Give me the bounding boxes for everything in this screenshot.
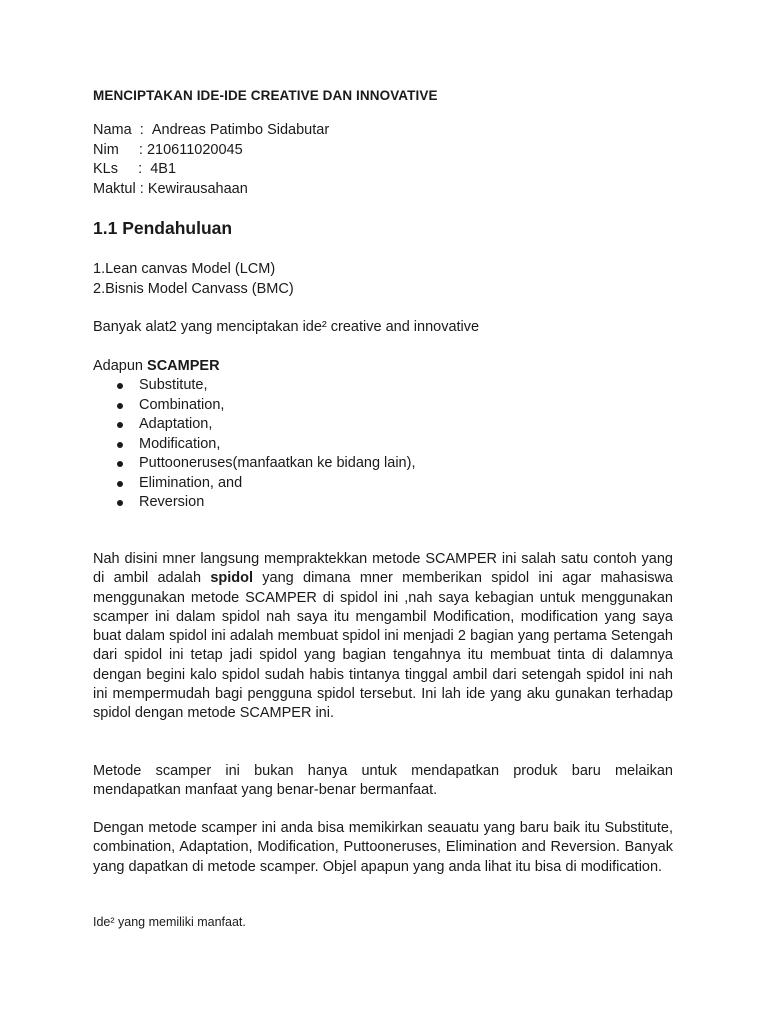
list-item bbox=[93, 474, 415, 494]
info-separator: : bbox=[139, 180, 148, 197]
bullet-icon bbox=[117, 500, 123, 506]
paragraph-spidol bbox=[93, 550, 673, 724]
footer-note: Ide² yang memiliki manfaat. bbox=[93, 915, 246, 929]
list-item bbox=[93, 435, 415, 455]
info-label: Nama bbox=[93, 122, 140, 138]
scamper-list bbox=[93, 376, 415, 513]
list-item bbox=[93, 396, 415, 416]
info-value: Kewirausahaan bbox=[147, 180, 248, 197]
list-item-text: Adaptation, bbox=[139, 416, 213, 432]
bullet-icon bbox=[117, 461, 123, 467]
paragraph-metode: Dengan metode scamper ini anda bisa memikirkan seauatu yang baru baik itu Substitute, combination, Adaptation, Modification, Puttooneruses, Elimination and Reversion. Banyak yang dapatkan di metode scamper. Objel apapun yang anda lihat itu bisa di modification. bbox=[93, 820, 673, 875]
info-row-kls bbox=[93, 160, 329, 180]
list-item-text: Combination, bbox=[139, 396, 225, 413]
scamper-prefix: Adapun bbox=[93, 358, 148, 374]
paragraph-text: yang dimana mner memberikan spidol ini agar mahasiswa menggunakan metode SCAMPER di spidol ini ,nah saya kebagian untuk menggunakan scamper ini dalam spidol nah saya itu mengambil Modification, modification yang saya buat dalam spidol ini adalah membuat spidol ini menjadi 2 bagian yang pertama Setengah dari spidol ini tetap jadi spidol yang bagian tengahnya itu membuat tinta di dalamnya dengan begini kalo spidol sudah habis tintanya tinggal ambil dari setengah spidol ini nah ini mempermudah bagi pengguna spidol tersebut. Ini lah ide yang aku gunakan terhadap spidol dengan metode SCAMPER ini. bbox=[93, 570, 673, 722]
scamper-heading bbox=[93, 357, 220, 377]
student-info bbox=[93, 121, 329, 199]
document-title: MENCIPTAKAN IDE-IDE CREATIVE DAN INNOVATIVE bbox=[93, 88, 438, 103]
info-separator: : bbox=[138, 161, 151, 177]
paragraph-bold-word: spidol bbox=[210, 570, 254, 587]
list-item-text: Puttooneruses(manfaatkan ke bidang lain), bbox=[139, 455, 416, 471]
list-item bbox=[93, 493, 415, 513]
bullet-icon bbox=[117, 481, 123, 487]
numbered-list bbox=[93, 260, 294, 299]
list-item-text: Elimination, and bbox=[139, 474, 243, 491]
info-value: Andreas Patimbo Sidabutar bbox=[151, 122, 330, 138]
scamper-word: SCAMPER bbox=[147, 358, 220, 374]
info-separator: : bbox=[139, 122, 152, 138]
list-item bbox=[93, 454, 415, 474]
paragraph-text: Nah disini mner langsung mempraktekkan metode SCAMPER ini salah satu contoh yang di ambil adalah bbox=[93, 551, 673, 587]
section-heading: 1.1 Pendahuluan bbox=[93, 218, 233, 238]
list-item bbox=[93, 415, 415, 435]
info-row-nim bbox=[93, 141, 329, 161]
info-label: Nim bbox=[93, 141, 139, 158]
info-row-maktul bbox=[93, 180, 329, 200]
bullet-icon bbox=[117, 383, 123, 389]
bullet-icon bbox=[117, 442, 123, 448]
paragraph-manfaat: Metode scamper ini bukan hanya untuk mendapatkan produk baru melaikan mendapatkan manfaat yang benar-benar bermanfaat. bbox=[93, 763, 673, 799]
list-item-text: Substitute, bbox=[139, 377, 208, 393]
list-item-text: Modification, bbox=[139, 435, 221, 452]
info-value: 210611020045 bbox=[146, 141, 243, 158]
list-item bbox=[93, 376, 415, 396]
bullet-icon bbox=[117, 422, 123, 428]
numbered-item: 2.Bisnis Model Canvass (BMC) bbox=[93, 280, 294, 297]
info-label: Maktul bbox=[93, 180, 140, 197]
info-value: 4B1 bbox=[150, 161, 177, 177]
intro-line: Banyak alat2 yang menciptakan ide² creative and innovative bbox=[93, 319, 480, 335]
list-item-text: Reversion bbox=[139, 494, 205, 510]
info-row-nama bbox=[93, 121, 329, 141]
bullet-icon bbox=[117, 403, 123, 409]
info-separator: : bbox=[138, 141, 147, 158]
numbered-item: 1.Lean canvas Model (LCM) bbox=[93, 261, 276, 277]
info-label: KLs bbox=[93, 161, 139, 177]
